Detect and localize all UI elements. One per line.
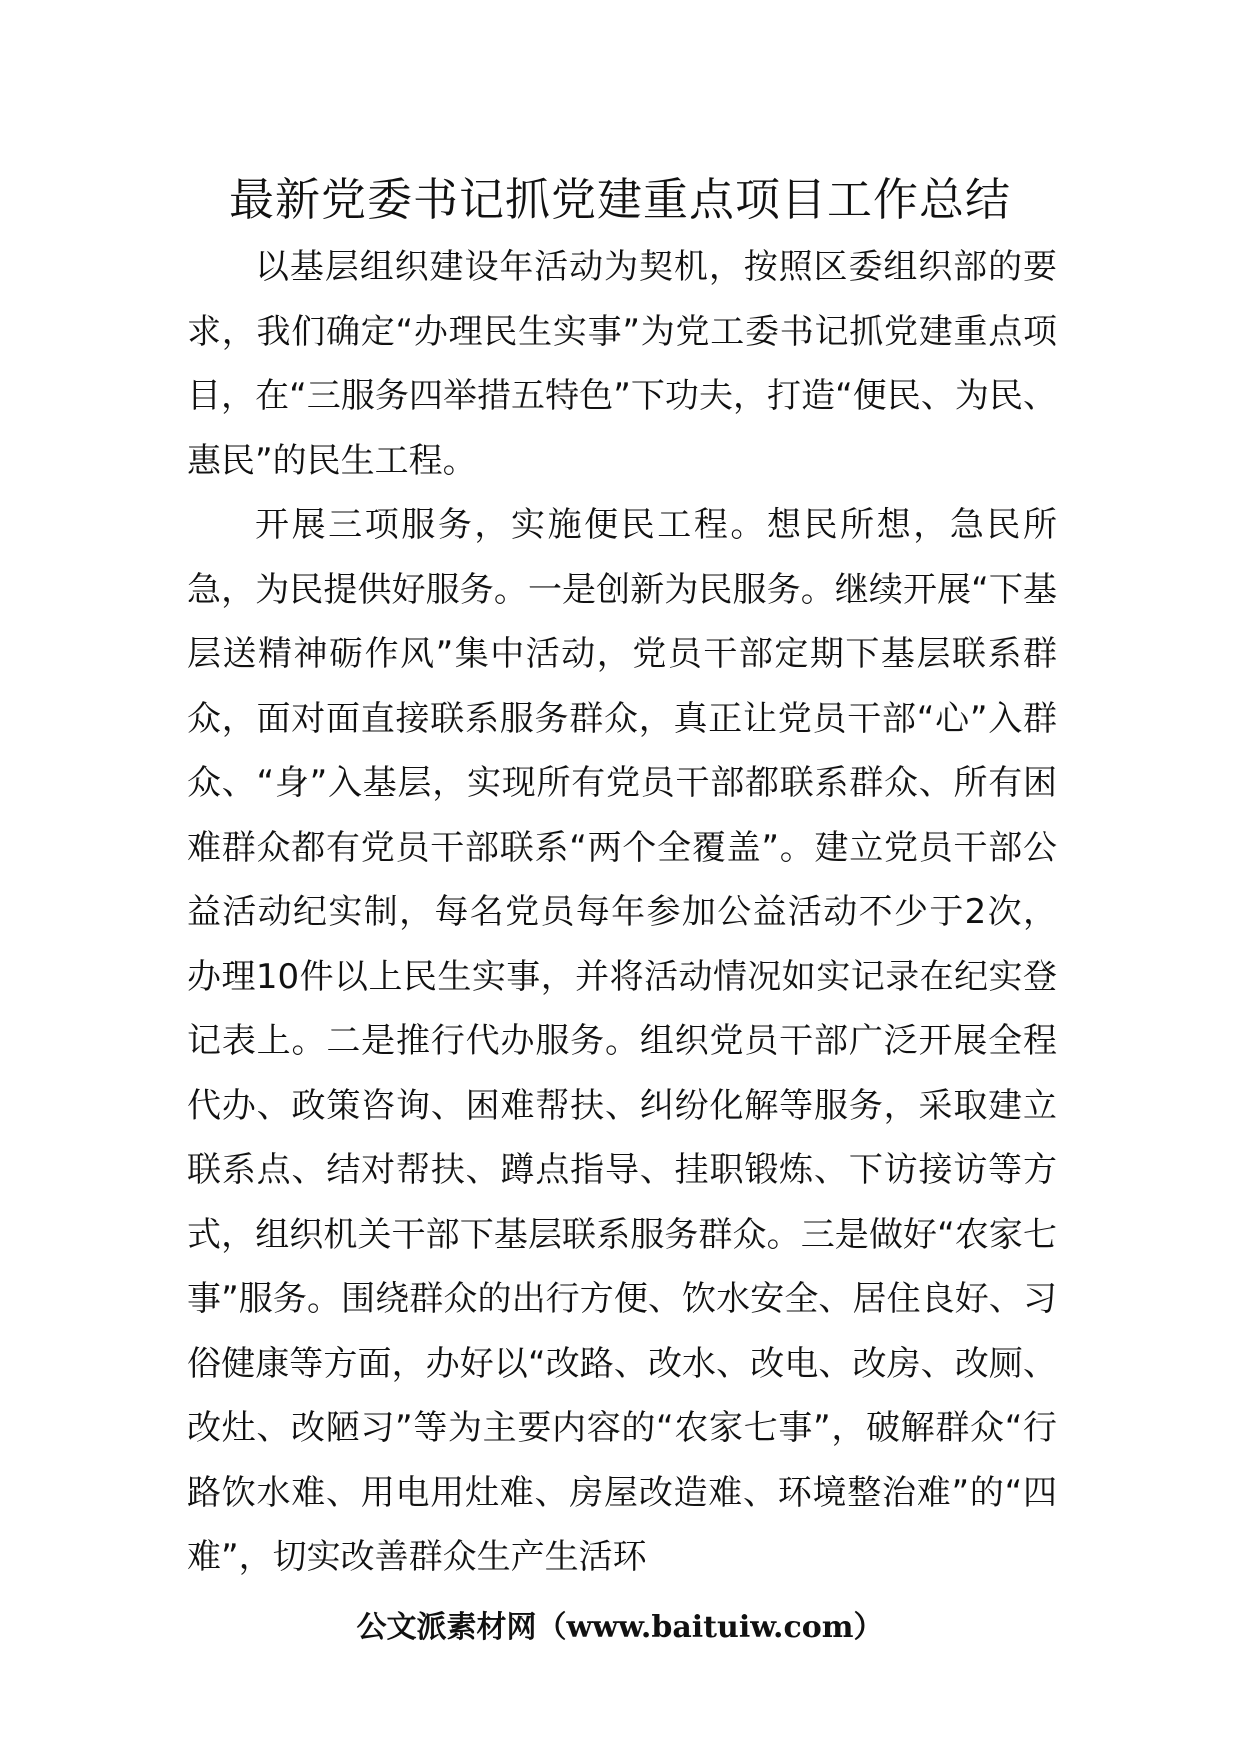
paragraph-intro: 以基层组织建设年活动为契机，按照区委组织部的要求，我们确定“办理民生实事”为党工委书记抓党建重点项目，在“三服务四举措五特色”下功夫，打造“便民、为民、惠民”的民生工程。 [187,247,1057,481]
document-body [187,235,1057,1590]
document-title: 最新党委书记抓党建重点项目工作总结 [228,173,1011,226]
paragraph-services: 开展三项服务，实施便民工程。想民所想，急民所急，为民提供好服务。一是创新为民服务。继续开展“下基层送精神砺作风”集中活动，党员干部定期下基层联系群众，面对面直接联系服务群众，真正让党员干部“心”入群众、“身”入基层，实现所有党员干部都联系群众、所有困难群众都有党员干部联系“两个全覆盖”。建立党员干部公益活动纪实制，每名党员每年参加公益活动不少于2次，办理10件以上民生实事，并将活动情况如实记录在纪实登记表上。二是推行代办服务。组织党员干部广泛开展全程代办、政策咨询、困难帮扶、纠纷化解等服务，采取建立联系点、结对帮扶、蹲点指导、挂职锻炼、下访接访等方式，组织机关干部下基层联系服务群众。三是做好“农家七事”服务。围绕群众的出行方便、饮水安全、居住良好、习俗健康等方面，办好以“改路、改水、改电、改房、改厕、改灶、改陋习”等为主要内容的“农家七事”，破解群众“行路饮水难、用电用灶难、房屋改造难、环境整治难”的“四难”，切实改善群众生产生活环 [187,505,1057,1577]
footer-watermark: 公文派素材网（www.baituiw.com） [356,1610,884,1645]
